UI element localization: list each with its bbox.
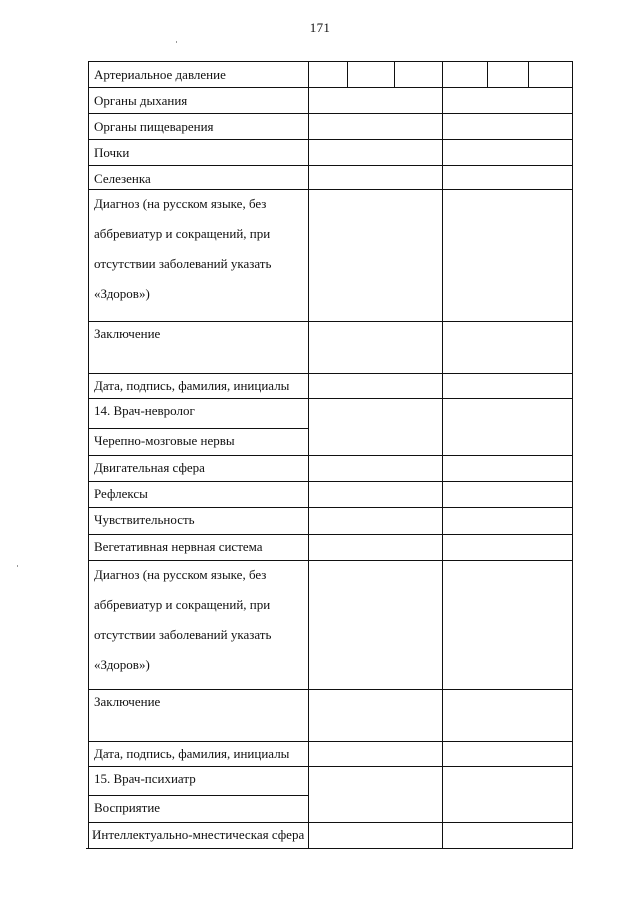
result-cell-kidneys[interactable] [309, 140, 572, 166]
table-rule-h [88, 822, 573, 823]
result-cell-diagnosis-1[interactable] [309, 189, 572, 321]
label-diagnosis-2 [89, 560, 307, 688]
table-rule-h [88, 61, 573, 62]
label-text: Заключение [94, 694, 161, 709]
label-respiratory-organs [89, 88, 307, 114]
label-intellectual-mnestic [87, 822, 309, 848]
table-rule-v [308, 61, 309, 849]
label-text: Интеллектуально-мнестическая сфера [92, 827, 305, 842]
table-rule-h [88, 428, 308, 429]
label-text: Рефлексы [94, 486, 148, 501]
label-line: отсутствии заболеваний указать [94, 256, 272, 271]
label-psychiatrist [89, 766, 307, 796]
result-cell-signature-1[interactable] [309, 373, 572, 398]
table-rule-h [88, 507, 573, 508]
table-rule-h [88, 373, 573, 374]
label-line: Диагноз (на русском языке, без [94, 567, 267, 582]
label-diagnosis-1 [89, 189, 307, 321]
result-cell-conclusion-2[interactable] [309, 689, 572, 741]
label-text: Почки [94, 145, 130, 160]
result-cell-conclusion-1[interactable] [309, 321, 572, 373]
bp-subcolumn-divider [487, 61, 488, 88]
table-rule-h [88, 398, 573, 399]
result-cell-arterial-pressure[interactable] [309, 62, 572, 88]
page-number: 171 [309, 20, 331, 35]
label-kidneys [89, 140, 307, 166]
label-text: Селезенка [94, 171, 151, 186]
table-rule-h [88, 321, 573, 322]
table-rule-h [88, 534, 573, 535]
table-rule-v [572, 61, 573, 849]
label-text: 15. Врач-психиатр [94, 771, 196, 786]
label-text: Органы пищеварения [94, 119, 214, 134]
label-signature-2 [89, 741, 307, 768]
scan-artifact [176, 41, 177, 43]
label-cranial-nerves [89, 428, 307, 455]
bp-subcolumn-divider [347, 61, 348, 88]
table-rule-h [88, 165, 573, 166]
label-text: Вегетативная нервная система [94, 539, 263, 554]
label-line: отсутствии заболеваний указать [94, 627, 272, 642]
result-cell-reflexes[interactable] [309, 481, 572, 507]
table-rule-h [88, 689, 573, 690]
label-text: Чувствительность [94, 512, 195, 527]
table-rule-h [88, 113, 573, 114]
label-conclusion-2 [89, 689, 307, 741]
label-line: Диагноз (на русском языке, без [94, 196, 267, 211]
label-line: аббревиатур и сокращений, при [94, 597, 271, 612]
label-vegetative-ns [89, 534, 307, 561]
label-sensitivity [89, 507, 307, 534]
table-rule-h [88, 189, 573, 190]
label-perception [89, 795, 307, 822]
table-rule-h [88, 741, 573, 742]
result-cell-psychiatrist[interactable] [309, 766, 572, 822]
label-motor-sphere [89, 455, 307, 482]
result-cell-vegetative-ns[interactable] [309, 534, 572, 560]
label-reflexes [89, 481, 307, 508]
result-cell-intellectual-mnestic[interactable] [309, 822, 572, 848]
label-line: «Здоров») [94, 657, 150, 672]
label-neurologist [89, 398, 307, 428]
bp-subcolumn-divider [394, 61, 395, 88]
table-rule-h [88, 481, 573, 482]
table-rule-h [88, 560, 573, 561]
label-text: Двигательная сфера [94, 460, 205, 475]
label-text: Органы дыхания [94, 93, 188, 108]
label-text: 14. Врач-невролог [94, 403, 195, 418]
label-line: «Здоров») [94, 286, 150, 301]
result-cell-motor-sphere[interactable] [309, 455, 572, 481]
result-cell-signature-2[interactable] [309, 741, 572, 766]
scan-artifact [17, 565, 18, 567]
result-cell-diagnosis-2[interactable] [309, 560, 572, 689]
table-rule-h [88, 455, 573, 456]
bp-subcolumn-divider [528, 61, 529, 88]
label-text: Восприятие [94, 800, 161, 815]
table-rule-h [88, 766, 573, 767]
label-arterial-pressure [89, 62, 307, 88]
table-rule-v [442, 61, 443, 849]
result-cell-respiratory-organs[interactable] [309, 88, 572, 114]
label-line: аббревиатур и сокращений, при [94, 226, 271, 241]
label-text: Дата, подпись, фамилия, инициалы [94, 746, 290, 761]
result-cell-digestive-organs[interactable] [309, 114, 572, 140]
label-text: Черепно-мозговые нервы [94, 433, 235, 448]
result-cell-sensitivity[interactable] [309, 507, 572, 534]
label-text: Заключение [94, 326, 161, 341]
label-conclusion-1 [89, 321, 307, 373]
table-rule-h [88, 87, 573, 88]
table-rule-v [88, 61, 89, 849]
label-digestive-organs [89, 114, 307, 140]
table-rule-h [88, 139, 573, 140]
result-cell-spleen[interactable] [309, 166, 572, 189]
label-text: Дата, подпись, фамилия, инициалы [94, 378, 290, 393]
result-cell-neurologist[interactable] [309, 398, 572, 455]
table-rule-h [86, 848, 573, 849]
label-signature-1 [89, 373, 307, 399]
label-text: Артериальное давление [94, 67, 226, 82]
table-rule-h [88, 795, 308, 796]
